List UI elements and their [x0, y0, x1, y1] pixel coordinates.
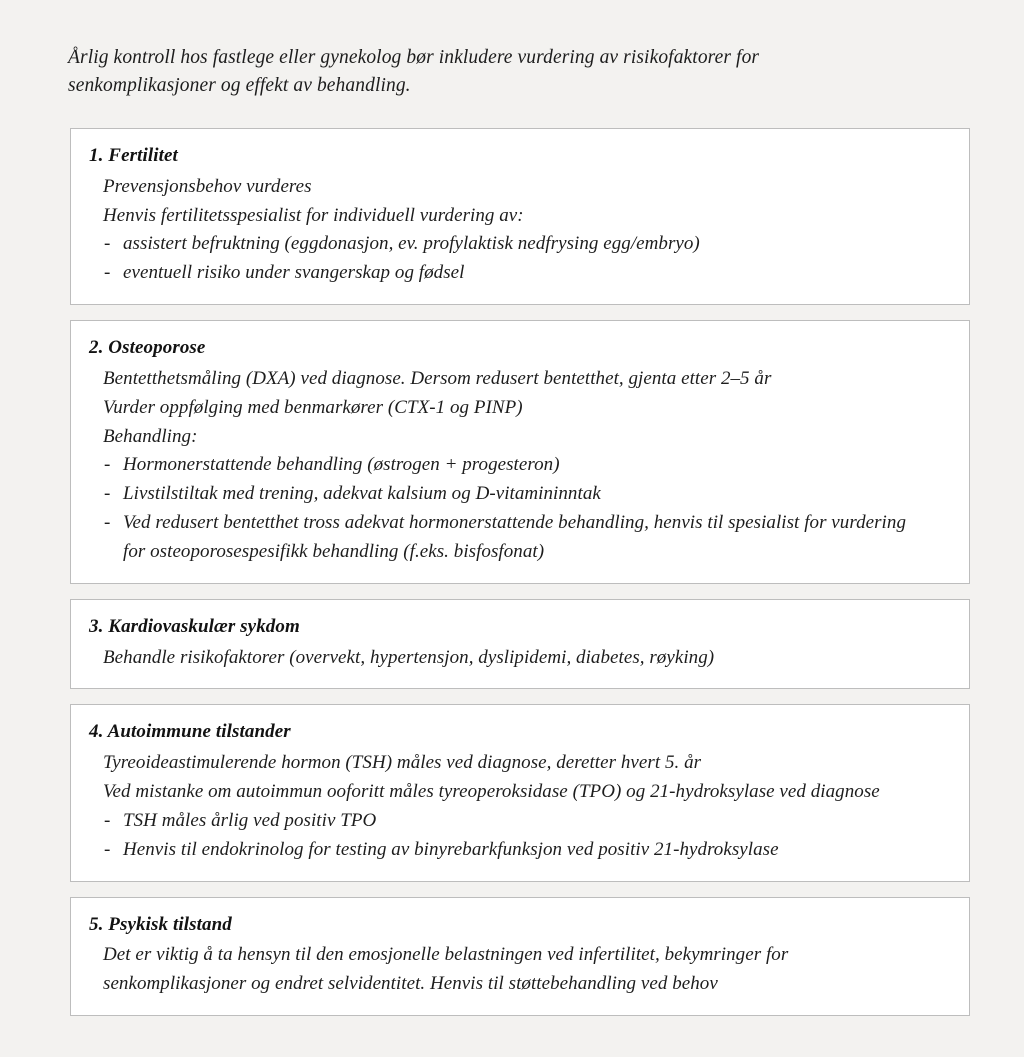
bullet-dash-icon: -: [104, 454, 111, 476]
section-bullet-list: [103, 451, 951, 567]
bullet-text: Ved redusert bentetthet tross adekvat hormonerstattende behandling, henvis til spesialist for vurdering for osteoporosespesifikk behandling (f.eks. bisfosfonat): [123, 512, 906, 563]
bullet-item: [103, 836, 951, 865]
section-paragraph: Bentetthetsmåling (DXA) ved diagnose. Dersom redusert bentetthet, gjenta etter 2–5 år: [103, 367, 772, 389]
section-card: [70, 704, 970, 881]
section-card: [70, 897, 970, 1016]
bullet-text: eventuell risiko under svangerskap og fødsel: [123, 262, 465, 284]
intro-line-1: Årlig kontroll hos fastlege eller gynekolog bør inkludere vurdering av risikofaktorer for: [68, 47, 760, 68]
section-card: [70, 599, 970, 690]
intro-line-2: senkomplikasjoner og effekt av behandling.: [68, 74, 411, 96]
section-card-list: [70, 128, 970, 1016]
section-body: [89, 749, 951, 865]
bullet-text: assistert befruktning (eggdonasjon, ev. profylaktisk nedfrysing egg/embryo): [123, 233, 700, 255]
intro-paragraph: [68, 44, 828, 99]
bullet-dash-icon: -: [104, 838, 111, 860]
section-body: [89, 644, 951, 673]
section-body: [89, 173, 951, 289]
bullet-text: Hormonerstattende behandling (østrogen + progesteron): [123, 454, 560, 476]
section-title: 3. Kardiovaskulær sykdom: [89, 615, 300, 637]
bullet-item: [103, 807, 951, 836]
section-bullet-list: [103, 230, 951, 288]
bullet-text: Livstilstiltak med trening, adekvat kalsium og D-vitamininntak: [123, 483, 601, 505]
bullet-dash-icon: -: [104, 512, 111, 534]
section-paragraph: Tyreoideastimulerende hormon (TSH) måles ved diagnose, deretter hvert 5. år: [103, 752, 702, 774]
section-title: 5. Psykisk tilstand: [89, 913, 232, 935]
section-card: [70, 320, 970, 584]
bullet-text: TSH måles årlig ved positiv TPO: [123, 809, 377, 831]
section-body: [89, 941, 951, 999]
bullet-item: [103, 509, 951, 567]
bullet-item: [103, 230, 951, 259]
section-bullet-list: [103, 807, 951, 865]
section-title: 1. Fertilitet: [89, 145, 178, 166]
bullet-text: Henvis til endokrinolog for testing av binyrebarkfunksjon ved positiv 21-hydroksylase: [123, 838, 779, 860]
section-body: [89, 365, 951, 567]
section-title: 2. Osteoporose: [89, 337, 206, 359]
bullet-dash-icon: -: [104, 233, 111, 255]
bullet-dash-icon: -: [104, 483, 111, 505]
section-card: [70, 128, 970, 305]
section-paragraph: Vurder oppfølging med benmarkører (CTX-1 og PINP): [103, 396, 523, 418]
section-paragraph: Ved mistanke om autoimmun ooforitt måles tyreoperoksidase (TPO) og 21-hydroksylase ved diagnose: [103, 780, 880, 802]
section-paragraph: Behandle risikofaktorer (overvekt, hypertensjon, dyslipidemi, diabetes, røyking): [103, 646, 715, 668]
section-paragraph: Prevensjonsbehov vurderes: [103, 175, 312, 197]
section-title: 4. Autoimmune tilstander: [89, 721, 291, 743]
bullet-item: [103, 451, 951, 480]
bullet-dash-icon: -: [104, 809, 111, 831]
section-paragraph: Henvis fertilitetsspesialist for individuell vurdering av:: [103, 204, 524, 226]
section-paragraph: Behandling:: [103, 425, 198, 447]
bullet-dash-icon: -: [104, 262, 111, 284]
bullet-item: [103, 480, 951, 509]
bullet-item: [103, 259, 951, 288]
section-paragraph: Det er viktig å ta hensyn til den emosjonelle belastningen ved infertilitet, bekymringer for senkomplikasjoner og endret selvidentitet. Henvis til støttebehandling ved behov: [103, 944, 789, 995]
